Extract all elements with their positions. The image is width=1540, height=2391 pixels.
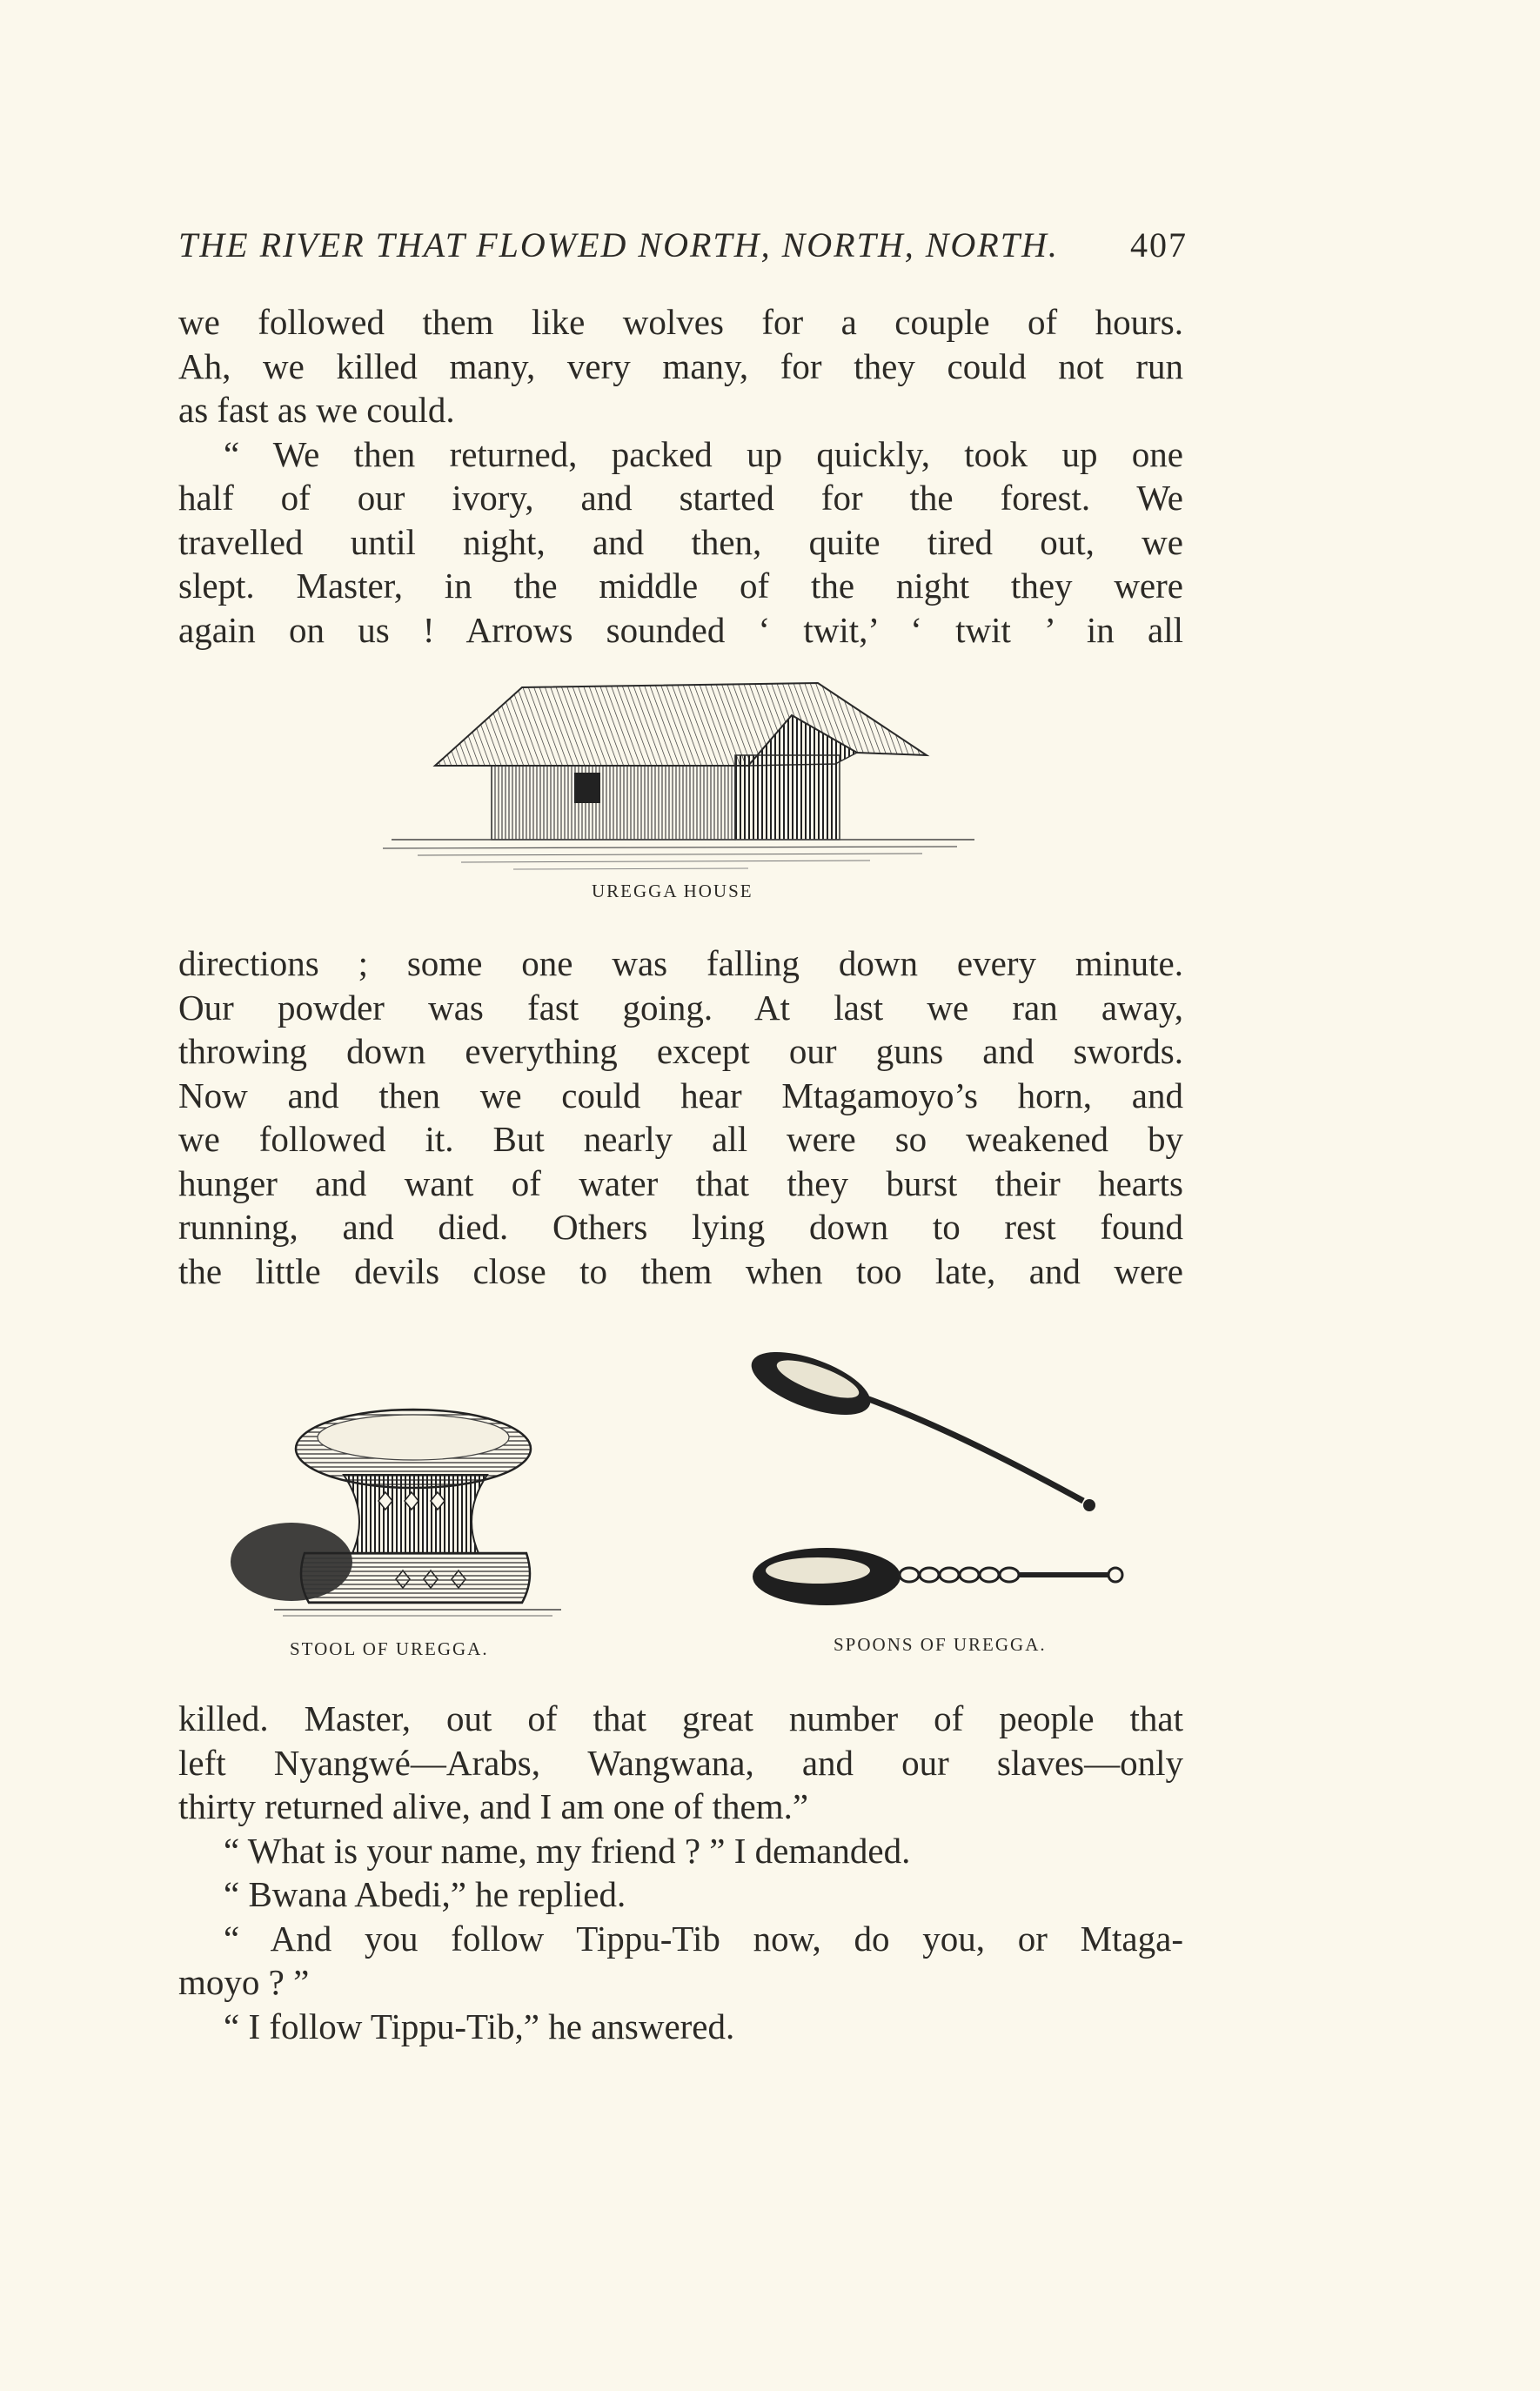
text-line: again on us ! Arrows sounded ‘ twit,’ ‘ twit ’ in all: [178, 609, 1183, 650]
text-line: “ And you follow Tippu-Tib now, do you, or Mtaga-: [224, 1918, 1183, 1959]
text-line: slept. Master, in the middle of the night they were: [178, 566, 1183, 606]
text-line: Our powder was fast going. At last we ran away,: [178, 987, 1183, 1028]
text-line: Now and then we could hear Mtagamoyo’s horn, and: [178, 1075, 1183, 1115]
running-title: THE RIVER THAT FLOWED NORTH, NORTH, NORTH.: [178, 225, 1059, 265]
text-line: moyo ? ”: [178, 1962, 310, 2002]
text-line: half of our ivory, and started for the forest. We: [178, 478, 1183, 518]
text-line: killed. Master, out of that great number of people that: [178, 1698, 1183, 1738]
text-line: Ah, we killed many, very many, for they could not run: [178, 345, 1183, 386]
text-line: we followed it. But nearly all were so weakened by: [178, 1119, 1183, 1159]
text-line: travelled until night, and then, quite tired out, we: [178, 521, 1183, 562]
text-line: “ I follow Tippu-Tib,” he answered.: [224, 2006, 735, 2046]
text-line: “ Bwana Abedi,” he replied.: [224, 1874, 626, 1914]
text-line: running, and died. Others lying down to rest found: [178, 1207, 1183, 1247]
text-block-3: [178, 1697, 1183, 2048]
text-line: directions ; some one was falling down every minute.: [178, 943, 1183, 983]
uregga-stool-illustration: [222, 1401, 570, 1627]
text-line: “ What is your name, my friend ? ” I demanded.: [224, 1830, 911, 1871]
text-block-1: [178, 300, 1183, 652]
text-line: throwing down everything except our guns and swords.: [178, 1031, 1183, 1071]
running-header: [178, 224, 1188, 265]
text-line: as fast as we could.: [178, 390, 455, 430]
figure-caption-house: UREGGA HOUSE: [592, 881, 753, 901]
text-line: left Nyangwé—Arabs, Wangwana, and our slaves—only: [178, 1742, 1183, 1783]
text-line: the little devils close to them when too late, and were: [178, 1250, 1183, 1291]
text-line: “ We then returned, packed up quickly, took up one: [224, 433, 1183, 474]
text-line: hunger and want of water that they burst their hearts: [178, 1162, 1183, 1203]
text-line: thirty returned alive, and I am one of them.”: [178, 1786, 809, 1826]
page-number: 407: [1130, 225, 1188, 265]
uregga-spoons-illustration: [748, 1331, 1131, 1618]
figure-caption-spoons: SPOONS OF UREGGA.: [834, 1634, 1047, 1655]
text-block-2: [178, 941, 1183, 1293]
text-line: we followed them like wolves for a couple of hours.: [178, 302, 1183, 342]
uregga-house-illustration: [383, 670, 992, 887]
figure-caption-stool: STOOL OF UREGGA.: [290, 1638, 489, 1659]
